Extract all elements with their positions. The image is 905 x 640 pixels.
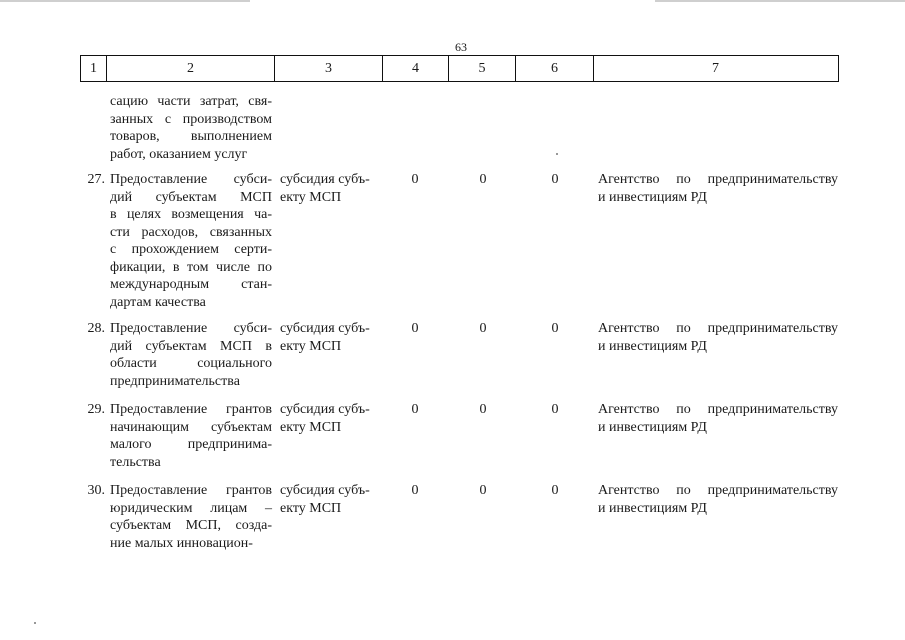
- scan-speck: [556, 153, 558, 155]
- header-col-6: 6: [516, 56, 594, 81]
- row-agency: [598, 320, 838, 355]
- name-line: предпринимательства: [110, 373, 240, 389]
- header-col-1: 1: [81, 56, 107, 81]
- name-line: юридическим лицам –: [110, 500, 272, 516]
- agency-line: Агентство по предпринимательству: [598, 172, 838, 187]
- continuation-line: работ, оказанием услуг: [110, 146, 248, 162]
- name-line: Предоставление субси-: [110, 321, 272, 336]
- name-line: в целях возмещения ча-: [110, 207, 272, 222]
- header-col-5: 5: [449, 56, 516, 81]
- row-name: [110, 171, 272, 311]
- row-col4-value: 0: [411, 172, 419, 187]
- type-line: субсидия субъ-: [280, 402, 370, 417]
- row-name: [110, 482, 272, 552]
- header-col-2: 2: [107, 56, 275, 81]
- row-agency: [598, 482, 838, 517]
- name-line: дий субъектам МСП в: [110, 338, 272, 354]
- row-col4-value: 0: [411, 483, 419, 498]
- header-col-4: 4: [383, 56, 449, 81]
- row-number: 27.: [87, 172, 105, 187]
- header-col-3: 3: [275, 56, 383, 81]
- header-col-7: 7: [712, 60, 719, 76]
- agency-line: и инвестициям РД: [598, 189, 707, 205]
- agency-line: Агентство по предпринимательству: [598, 483, 838, 498]
- row-type: [280, 320, 380, 355]
- row-col6-value: 0: [551, 172, 559, 187]
- row-type: [280, 482, 380, 517]
- agency-line: и инвестициям РД: [598, 338, 707, 354]
- type-line: екту МСП: [280, 500, 342, 516]
- scan-speck: [34, 622, 36, 624]
- row-col5-value: 0: [479, 402, 487, 417]
- name-line: Предоставление субси-: [110, 172, 272, 187]
- continuation-line: сацию части затрат, свя-: [110, 94, 272, 109]
- row-col6-value: 0: [551, 402, 559, 417]
- continuation-line: занных с производством: [110, 111, 272, 127]
- name-line: области социального: [110, 356, 272, 371]
- row-number: 30.: [87, 483, 105, 498]
- type-line: субсидия субъ-: [280, 483, 370, 498]
- name-line: тельства: [110, 454, 161, 470]
- name-line: сти расходов, связанных: [110, 224, 272, 240]
- row-type: [280, 171, 380, 206]
- name-line: дий субъектам МСП: [110, 189, 272, 205]
- scan-edge-right: [655, 0, 905, 2]
- row-col5-value: 0: [479, 321, 487, 336]
- name-line: международным стан-: [110, 277, 272, 292]
- name-line: малого предпринима-: [110, 437, 272, 452]
- name-line: фикации, в том числе по: [110, 259, 272, 275]
- row-col5-value: 0: [479, 483, 487, 498]
- continuation-line: товаров, выполнением: [110, 129, 272, 144]
- row-name: [110, 320, 272, 390]
- name-line: Предоставление грантов: [110, 402, 272, 417]
- row-col4-value: 0: [411, 402, 419, 417]
- row-col5-value: 0: [479, 172, 487, 187]
- row-number: 28.: [87, 321, 105, 336]
- type-line: екту МСП: [280, 419, 342, 435]
- type-line: субсидия субъ-: [280, 321, 370, 336]
- row-number: 29.: [87, 402, 105, 417]
- agency-line: Агентство по предпринимательству: [598, 402, 838, 417]
- name-line: Предоставление грантов: [110, 483, 272, 498]
- row-agency: [598, 401, 838, 436]
- scan-edge-left: [0, 0, 250, 2]
- page-number: 63: [455, 40, 467, 54]
- row-col6-value: 0: [551, 321, 559, 336]
- continuation-text: [110, 93, 272, 163]
- name-line: ние малых инновацион-: [110, 535, 253, 551]
- name-line: с прохождением серти-: [110, 242, 272, 257]
- row-type: [280, 401, 380, 436]
- row-col6-value: 0: [551, 483, 559, 498]
- row-agency: [598, 171, 838, 206]
- agency-line: и инвестициям РД: [598, 419, 707, 435]
- name-line: субъектам МСП, созда-: [110, 518, 272, 533]
- name-line: дартам качества: [110, 294, 206, 310]
- agency-line: Агентство по предпринимательству: [598, 321, 838, 336]
- agency-line: и инвестициям РД: [598, 500, 707, 516]
- header-table: [80, 55, 839, 82]
- row-name: [110, 401, 272, 471]
- type-line: екту МСП: [280, 189, 342, 205]
- type-line: екту МСП: [280, 338, 342, 354]
- row-col4-value: 0: [411, 321, 419, 336]
- name-line: начинающим субъектам: [110, 419, 272, 435]
- type-line: субсидия субъ-: [280, 172, 370, 187]
